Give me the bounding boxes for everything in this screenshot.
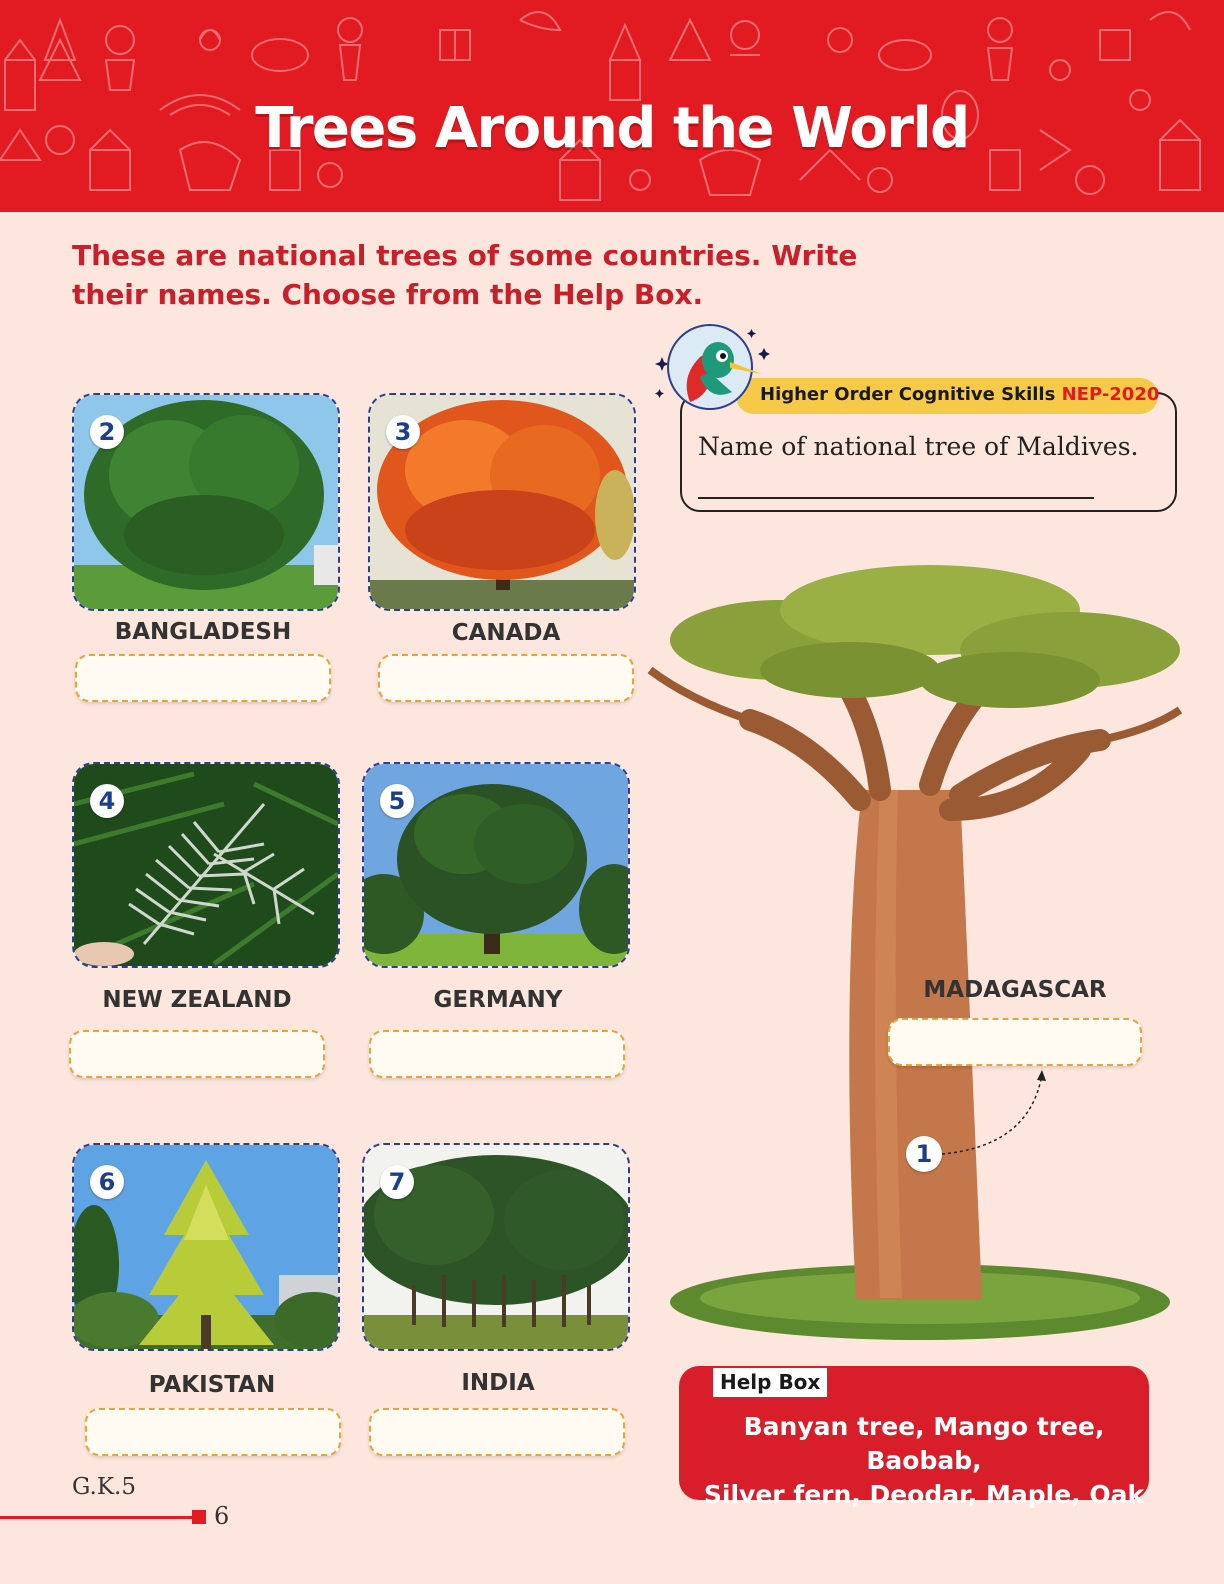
answer-field-madagascar[interactable] (888, 1018, 1142, 1066)
answer-field-pakistan[interactable] (85, 1408, 341, 1456)
help-box-line: Banyan tree, Mango tree, Baobab, (743, 1412, 1105, 1475)
tree-number-badge: 6 (90, 1165, 124, 1199)
hots-label (760, 384, 1159, 405)
photo-banyan-tree (362, 1143, 630, 1351)
help-box-words (700, 1410, 1148, 1512)
photo-mango-tree (72, 393, 340, 611)
answer-field-canada[interactable] (378, 654, 634, 702)
book-code: G.K.5 (72, 1474, 136, 1500)
tree-number-badge: 2 (90, 415, 124, 449)
footer-rule (0, 1516, 198, 1519)
footer-marker (192, 1510, 206, 1524)
bird-mascot-icon (650, 322, 770, 422)
help-box-line: Silver fern, Deodar, Maple, Oak (703, 1480, 1145, 1509)
tree-number-badge: 1 (906, 1136, 942, 1172)
photo-deodar-tree (72, 1143, 340, 1351)
nep-tag: NEP-2020 (1061, 384, 1160, 405)
tree-number-badge: 4 (90, 784, 124, 818)
photo-oak-tree (362, 762, 630, 968)
country-label-madagascar: MADAGASCAR (923, 977, 1107, 1003)
country-label-india: INDIA (461, 1370, 535, 1396)
help-box-title: Help Box (713, 1368, 827, 1397)
header-banner (0, 0, 1224, 212)
photo-maple-tree (368, 393, 636, 611)
country-label-new-zealand: NEW ZEALAND (102, 987, 292, 1013)
tree-number-badge: 5 (380, 784, 414, 818)
baobab-tree-illustration (630, 560, 1190, 1360)
country-label-pakistan: PAKISTAN (148, 1372, 276, 1398)
tree-number-badge: 7 (380, 1165, 414, 1199)
pointer-arrow-icon (940, 1066, 1050, 1166)
instructions-text: These are national trees of some countries. Write their names. Choose from the Help Box. (72, 239, 858, 311)
country-label-bangladesh: BANGLADESH (114, 619, 292, 645)
hots-question-text: Name of national tree of Maldives. (698, 432, 1139, 461)
answer-field-bangladesh[interactable] (75, 654, 331, 702)
country-label-canada: CANADA (451, 620, 561, 646)
hots-answer-line[interactable] (698, 497, 1094, 499)
hots-label-text: Higher Order Cognitive Skills (760, 384, 1056, 405)
answer-field-germany[interactable] (369, 1030, 625, 1078)
page-number: 6 (214, 1502, 230, 1530)
answer-field-new-zealand[interactable] (69, 1030, 325, 1078)
page-title: Trees Around the World (255, 96, 969, 161)
answer-field-india[interactable] (369, 1408, 625, 1456)
tree-number-badge: 3 (386, 415, 420, 449)
country-label-germany: GERMANY (433, 987, 563, 1013)
photo-silver-fern (72, 762, 340, 968)
